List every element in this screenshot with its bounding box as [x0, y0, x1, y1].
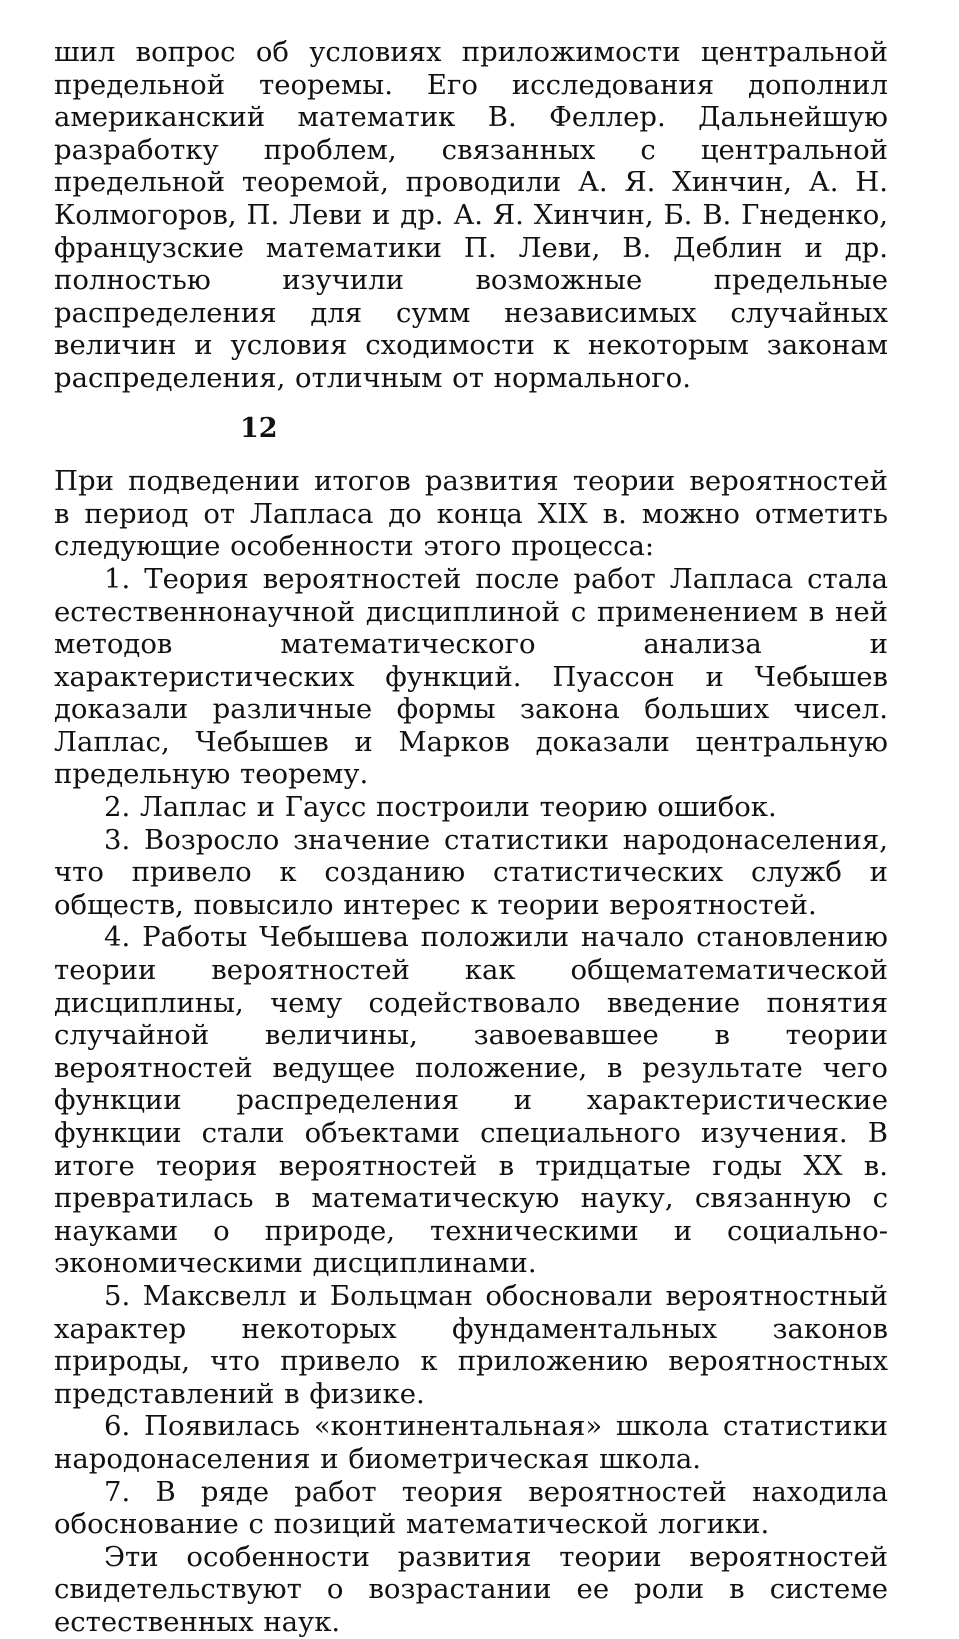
list-item: 1. Теория вероятностей после работ Лапласа стала естественнонаучной дисциплиной с применением в ней методов математического анализа и характеристических функций. Пуассон и Чебышев доказали различные формы закона больших чисел. Лаплас, Чебышев и Марков доказали центральную предельную теорему. — [54, 562, 888, 791]
list-item: 2. Лаплас и Гаусс построили теорию ошибок. — [104, 791, 777, 824]
closing-paragraph: Эти особенности развития теории вероятностей свидетельствуют о возрастании ее роли в системе естественных наук. — [54, 1540, 888, 1638]
list-item: 3. Возросло значение статистики народонаселения, что привело к созданию статистических служб и обществ, повысило интерес к теории вероятностей. — [54, 823, 888, 921]
book-page — [54, 36, 888, 1639]
list-item: 4. Работы Чебышева положили начало становлению теории вероятностей как общематематической дисциплины, чему содействовало введение понятия случайной величины, завоевавшее в теории вероятностей ведущее положение, в результате чего функции распределения и характеристические функции стали объектами специального изучения. В итоге теория вероятностей в тридцатые годы XX в. превратилась в математическую науку, связанную с науками о природе, техническими и социально-экономическими дисциплинами. — [54, 921, 888, 1280]
list-item: 5. Максвелл и Больцман обосновали вероятностный характер некоторых фундаментальных законов природы, что привело к приложению вероятностных представлений в физике. — [54, 1279, 888, 1410]
section-number: 12 — [240, 412, 278, 444]
top-paragraph: шил вопрос об условиях приложимости центральной предельной теоремы. Его исследования дополнил американский математик В. Феллер. Дальнейшую разработку проблем, связанных с центральной предельной теоремой, проводили А. Я. Хинчин, А. Н. Колмогоров, П. Леви и др. А. Я. Хинчин, Б. В. Гнеденко, французские математики П. Леви, В. Деблин и др. полностью изучили возможные предельные распределения для сумм независимых случайных величин и условия сходимости к некоторым законам распределения, отличным от нормального. — [54, 36, 888, 394]
intro-paragraph: При подведении итогов развития теории вероятностей в период от Лапласа до конца XIX в. можно отметить следующие особенности этого процесса: — [54, 465, 888, 563]
list-item: 6. Появилась «континентальная» школа статистики народонаселения и биометрическая школа. — [54, 1410, 888, 1475]
list-item: 7. В ряде работ теория вероятностей находила обоснование с позиций математической логики. — [54, 1475, 888, 1541]
